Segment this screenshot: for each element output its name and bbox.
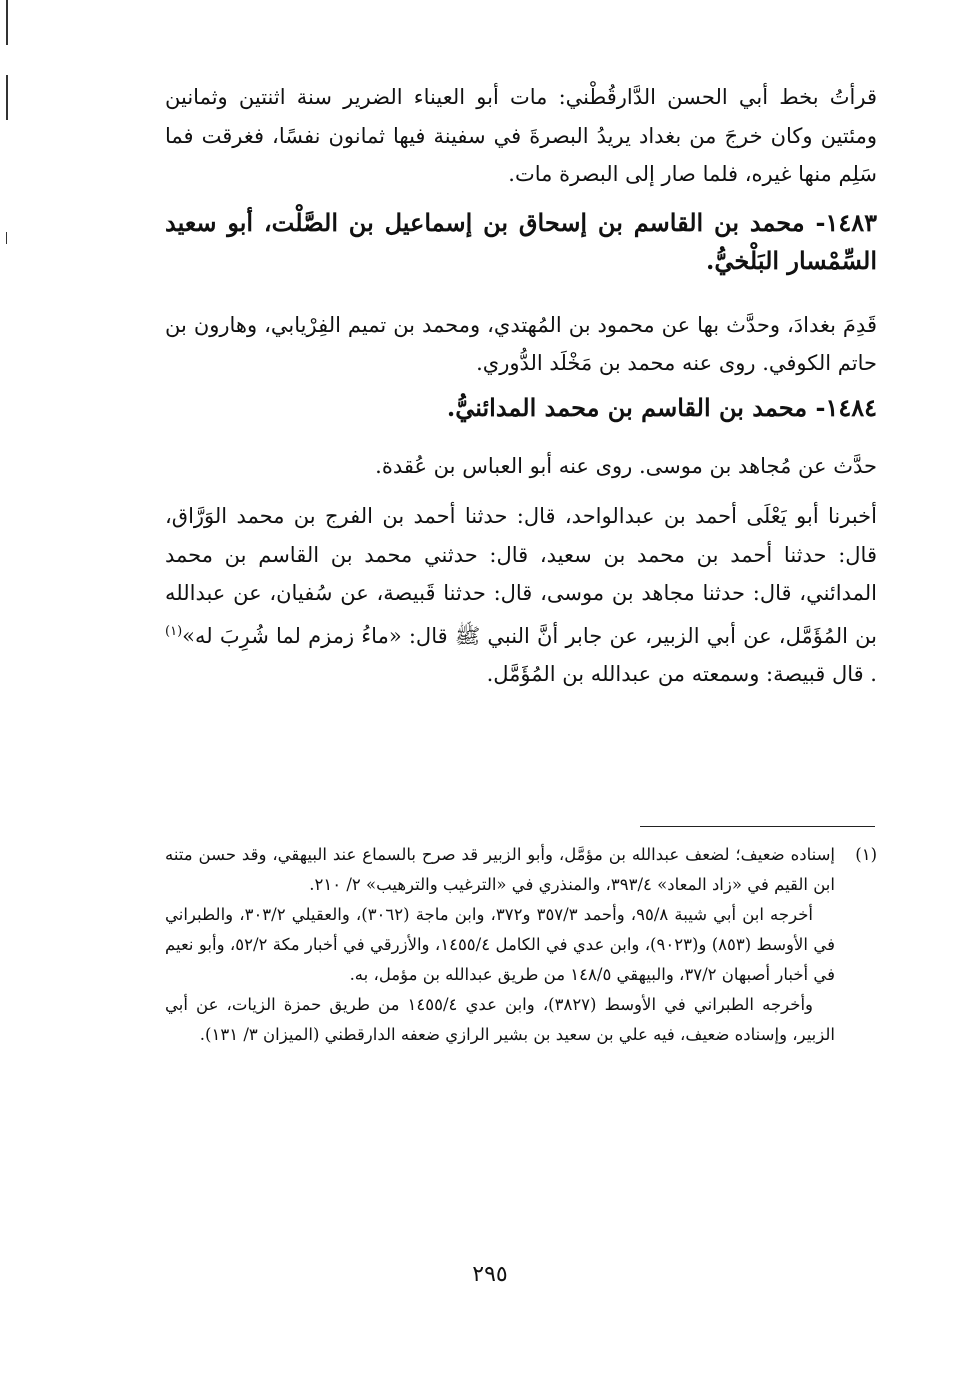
isnad-tail: . قال قبيصة: وسمعته من عبدالله بن المُؤَمَّل. (486, 662, 877, 686)
margin-mark (6, 232, 7, 244)
margin-mark (6, 75, 8, 120)
entry-heading-1484: ١٤٨٤- محمد بن القاسم بن محمد المدائنيُّ. (446, 392, 877, 422)
footnote-sources-2: وأخرجه الطبراني في الأوسط (٣٨٢٧)، وابن عدي ١٤٥٥/٤ من طريق حمزة الزيات، عن أبي الزبير، وإسناده ضعيف، فيه علي بن سعيد بن بشير الرازي ضعفه الدارقطني (الميزان ٣/ ١٣١). (165, 995, 835, 1044)
page-number: ٢٩٥ (472, 1262, 508, 1287)
footnote-continuation (165, 900, 877, 1050)
entry-heading-1483: ١٤٨٣- محمد بن القاسم بن إسحاق بن إسماعيل بن الصَّلْت، أبو سعيد السِّمْسار البَلْخيُّ. (165, 207, 878, 275)
paragraph-entry-1484: حدَّث عن مُجاهد بن موسى. روى عنه أبو العباس بن عُقدة. (375, 453, 877, 478)
footnote-1 (165, 840, 877, 900)
paragraph-entry-1483: قَدِمَ بغدادَ، وحدَّث بها عن محمود بن المُهتدي، ومحمد بن تميم الفِرْيابي، وهارون بن حاتم الكوفي. روى عنه محمد بن مَخْلَد الدُّوري. (165, 312, 877, 375)
main-text (165, 78, 877, 694)
footnote-number: (١) (855, 845, 877, 864)
footnote-reference: (١) (165, 623, 183, 639)
paragraph-isnad (165, 497, 877, 694)
margin-mark (6, 0, 8, 45)
footnote-text: إسناده ضعيف؛ لضعف عبدالله بن مؤمَّل، وأبو الزبير قد صرح بالسماع عند البيهقي، وقد حسن متنه ابن القيم في «زاد المعاد» ٣٩٣/٤، والمنذري في «الترغيب والترهيب» ٢/ ٢١٠. (165, 845, 835, 894)
paragraph-intro: قرأتُ بخط أبي الحسن الدَّارقُطْني: مات أبو العيناء الضرير سنة اثنتين وثمانين ومئتين وكان خرجَ من بغداد يريدُ البصرةَ في سفينة فيها ثمانون نفسًا، فغرقت فما سَلِم منها غيره، فلما صار إلى البصرة مات. (165, 85, 877, 186)
isnad-text: أخبرنا أبو يَعْلَى أحمد بن عبدالواحد، قال: حدثنا أحمد بن الفرج بن محمد الوَرَّاق، قال: حدثنا أحمد بن محمد بن سعيد، قال: حدثني محمد بن القاسم بن محمد المدائني، قال: حدثنا مجاهد بن موسى، قال: حدثنا قَبيصة، عن سُفيان، عن عبدالله بن المُؤَمَّل، عن أبي الزبير، عن جابر أنَّ النبي ﷺ قال: «ماءُ زمزم لما شُرِبَ له» (165, 504, 877, 648)
footnote-separator (640, 826, 875, 827)
footnotes (165, 840, 877, 1050)
footnote-sources: أخرجه ابن أبي شيبة ٩٥/٨، وأحمد ٣٥٧/٣ و٣٧٢، وابن ماجة (٣٠٦٢)، والعقيلي ٣٠٣/٢، والطبراني في الأوسط (٨٥٣) و(٩٠٢٣)، وابن عدي في الكامل ١٤٥٥/٤، والأزرقي في أخبار مكة ٥٢/٢، وأبو نعيم في أخبار أصبهان ٣٧/٢، والبيهقي ١٤٨/٥ من طريق عبدالله بن مؤمل، به. (165, 905, 835, 984)
